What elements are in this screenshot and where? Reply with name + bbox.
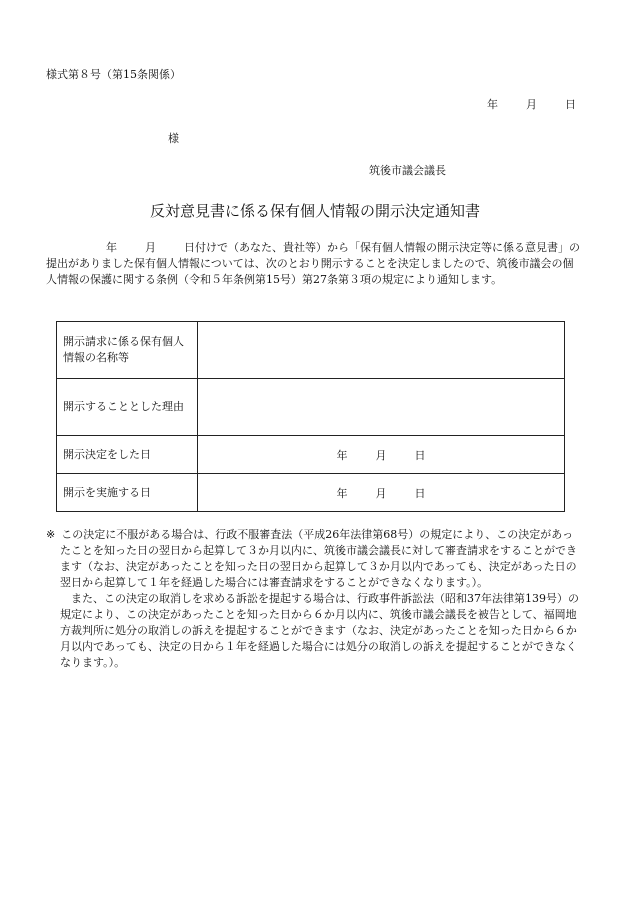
body-text: 日付けで（あなた、貴社等）から「保有個人情報の開示決定等に係る意見書」の提出がありました保有個人情報については、次のとおり開示することを決定しましたので、筑後市議会の個人情報の保護に関する条例（令和５年条例第15号）第27条第３項の規定により通知します。 bbox=[46, 241, 580, 286]
body-year-label: 年 bbox=[106, 241, 117, 254]
note-mark: ※ bbox=[46, 528, 56, 541]
form-number: 様式第８号（第15条関係） bbox=[46, 68, 181, 81]
row-label-reason: 開示することとした理由 bbox=[57, 379, 198, 436]
disclosure-table bbox=[56, 321, 565, 512]
date-year-label: 年 bbox=[487, 98, 498, 111]
notice-date bbox=[487, 96, 576, 112]
table-row bbox=[57, 379, 565, 436]
document-title: 反対意見書に係る保有個人情報の開示決定通知書 bbox=[149, 202, 480, 220]
table-row bbox=[57, 474, 565, 512]
row-value-implementation-date: 年 月 日 bbox=[198, 474, 565, 512]
addressee-suffix: 様 bbox=[168, 132, 179, 145]
table-row bbox=[57, 322, 565, 379]
note-paragraph-2: また、この決定の取消しを求める訴訟を提起する場合は、行政事件訴訟法（昭和37年法律第139号）の規定により、この決定があったことを知った日から６か月以内に、筑後市議会議長を被告として、福岡地方裁判所に処分の取消しの訴えを提起することができます（なお、決定があったことを知った日から６か月以内であっても、決定の日から１年を経過した場合には処分の取消しの訴えを提起することができなくなります。）。 bbox=[60, 592, 579, 669]
date-month-label: 月 bbox=[526, 98, 537, 111]
row-value-reason bbox=[198, 379, 565, 436]
issuer-name: 筑後市議会議長 bbox=[369, 164, 446, 177]
note-paragraph-1: ※ この決定に不服がある場合は、行政不服審査法（平成26年法律第68号）の規定により、この決定があったことを知った日の翌日から起算して３か月以内に、筑後市議会議長に対して審査請求をすることができます（なお、決定があったことを知った日の翌日から起算して３か月以内であっても、決定があった日の翌日から起算して１年を経過した場合には審査請求をすることができなくなります。）。 bbox=[46, 528, 577, 589]
row-value-decision-date: 年 月 日 bbox=[198, 436, 565, 474]
body-month-label: 月 bbox=[145, 241, 156, 254]
row-label-decision-date: 開示決定をした日 bbox=[57, 436, 198, 474]
row-label-info-name: 開示請求に係る保有個人情報の名称等 bbox=[57, 322, 198, 379]
table-row bbox=[57, 436, 565, 474]
row-label-implementation-date: 開示を実施する日 bbox=[57, 474, 198, 512]
body-paragraph bbox=[46, 240, 582, 288]
date-day-label: 日 bbox=[565, 98, 576, 111]
row-value-info-name bbox=[198, 322, 565, 379]
notes-section bbox=[46, 527, 582, 671]
